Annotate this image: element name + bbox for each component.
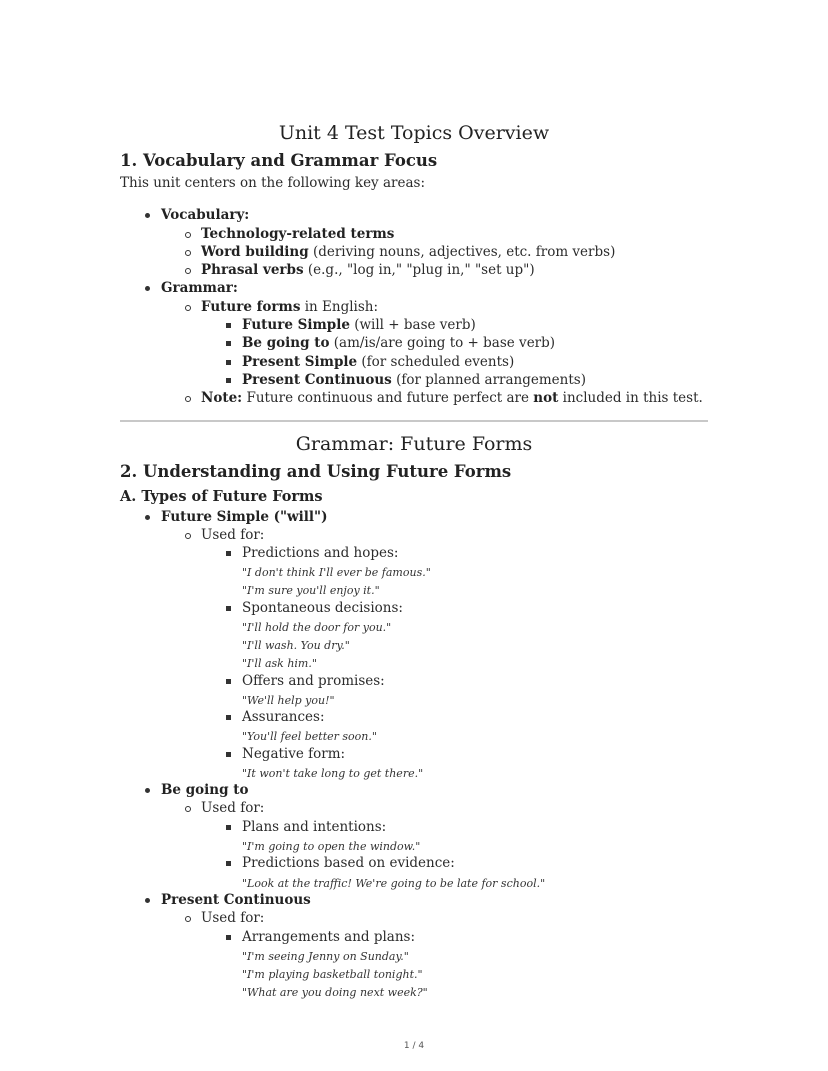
example-sentence: "I'm seeing Jenny on Sunday." [242,950,409,963]
use-label: Predictions and hopes: [242,545,399,561]
square-bullet-icon [221,601,235,616]
document-title: Unit 4 Test Topics Overview [278,122,550,144]
section1-intro: This unit centers on the following key areas: [120,175,425,191]
used-for-label: Used for: [201,800,265,816]
list-item-vocab-2: Word building (deriving nouns, adjectives, etc. from verbs) [201,244,616,260]
example-sentence: "We'll help you!" [242,694,335,707]
list-item-grammar: Grammar: [161,280,238,296]
square-bullet-icon [221,820,235,835]
example-sentence: "I'm sure you'll enjoy it." [242,584,380,597]
square-bullet-icon [221,336,235,351]
section2-heading: 2. Understanding and Using Future Forms [120,462,512,481]
square-bullet-icon [221,318,235,333]
list-item-note: Note: Future continuous and future perfect are not included in this test. [201,390,703,406]
disc-bullet-icon [140,783,154,798]
square-bullet-icon [221,747,235,762]
list-item-form-4: Present Continuous (for planned arrangements) [242,372,586,388]
example-sentence: "I'll wash. You dry." [242,639,350,652]
disc-bullet-icon [140,510,154,525]
use-label: Offers and promises: [242,673,385,689]
page-indicator: 1 / 4 [403,1041,425,1051]
square-bullet-icon [221,373,235,388]
circle-bullet-icon [181,263,195,278]
list-item-vocabulary: Vocabulary: [161,207,250,223]
example-sentence: "You'll feel better soon." [242,730,377,743]
circle-bullet-icon [181,391,195,406]
use-label: Arrangements and plans: [242,929,416,945]
use-label: Spontaneous decisions: [242,600,403,616]
circle-bullet-icon [181,227,195,242]
circle-bullet-icon [181,245,195,260]
list-item-future-simple: Future Simple ("will") [161,509,328,525]
square-bullet-icon [221,710,235,725]
disc-bullet-icon [140,281,154,296]
example-sentence: "I don't think I'll ever be famous." [242,566,431,579]
list-item-vocab-1: Technology-related terms [201,226,395,242]
disc-bullet-icon [140,208,154,223]
section2-subheading: A. Types of Future Forms [120,488,323,505]
circle-bullet-icon [181,300,195,315]
section2-title: Grammar: Future Forms [295,433,533,455]
example-sentence: "I'm going to open the window." [242,840,421,853]
disc-bullet-icon [140,893,154,908]
square-bullet-icon [221,930,235,945]
example-sentence: "What are you doing next week?" [242,986,428,999]
square-bullet-icon [221,355,235,370]
example-sentence: "It won't take long to get there." [242,767,424,780]
use-label: Plans and intentions: [242,819,387,835]
used-for-label: Used for: [201,910,265,926]
horizontal-divider [120,420,708,422]
list-item-be-going-to: Be going to [161,782,249,798]
example-sentence: "Look at the traffic! We're going to be late for school." [242,877,546,890]
example-sentence: "I'll ask him." [242,657,317,670]
list-item-future-forms: Future forms in English: [201,299,379,315]
use-label: Predictions based on evidence: [242,855,455,871]
square-bullet-icon [221,546,235,561]
example-sentence: "I'll hold the door for you." [242,621,392,634]
use-label: Assurances: [242,709,325,725]
list-item-present-continuous: Present Continuous [161,892,311,908]
list-item-form-1: Future Simple (will + base verb) [242,317,476,333]
circle-bullet-icon [181,911,195,926]
square-bullet-icon [221,674,235,689]
list-item-form-3: Present Simple (for scheduled events) [242,354,515,370]
use-label: Negative form: [242,746,346,762]
example-sentence: "I'm playing basketball tonight." [242,968,423,981]
list-item-vocab-3: Phrasal verbs (e.g., "log in," "plug in," "set up") [201,262,535,278]
used-for-label: Used for: [201,527,265,543]
square-bullet-icon [221,856,235,871]
circle-bullet-icon [181,528,195,543]
section1-heading: 1. Vocabulary and Grammar Focus [120,151,438,170]
list-item-form-2: Be going to (am/is/are going to + base verb) [242,335,556,351]
circle-bullet-icon [181,801,195,816]
